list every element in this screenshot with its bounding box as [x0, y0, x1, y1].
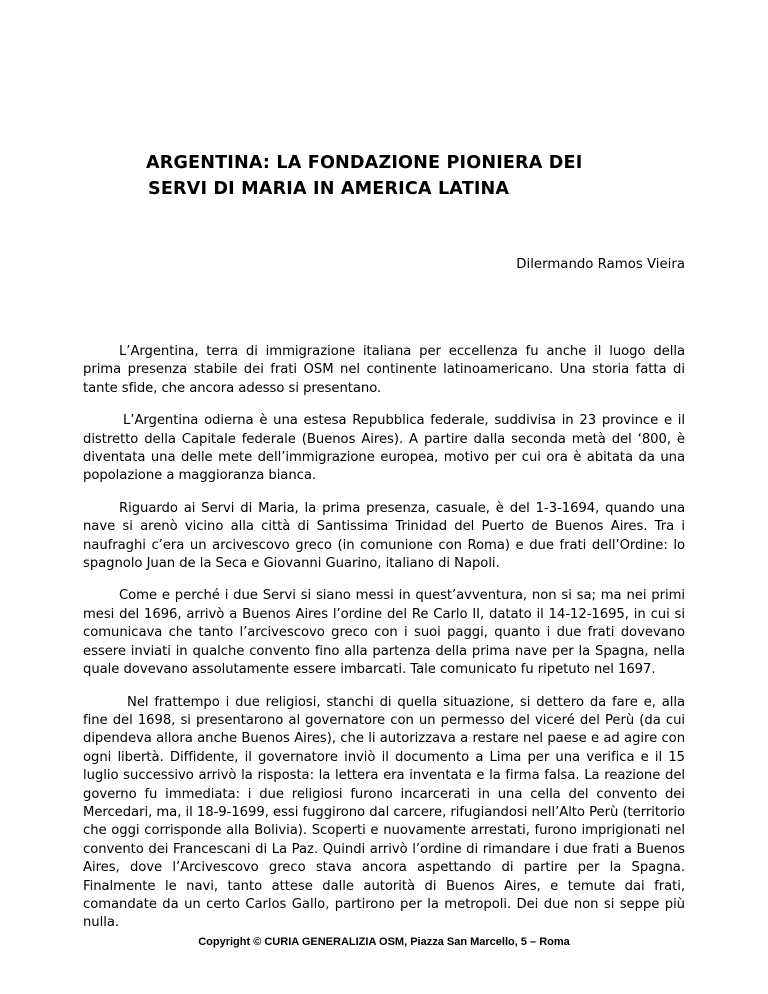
page-title — [146, 150, 706, 202]
paragraph-1: L’Argentina, terra di immigrazione italiana per eccellenza fu anche il luogo della prima presenza stabile dei frati OSM nel continente latinoamericano. Una storia fatta di tante sfide, che ancora adesso si presentano. — [83, 344, 685, 396]
paragraph-3: Riguardo ai Servi di Maria, la prima presenza, casuale, è del 1-3-1694, quando una nave si arenò vicino alla città di Santissima Trinidad del Puerto de Buenos Aires. Tra i naufraghi c’era un arcivescovo greco (in comunione con Roma) e due frati dell’Ordine: lo spagnolo Juan de la Seca e Giovanni Guarino, italiano di Napoli. — [83, 500, 685, 572]
article-body — [83, 343, 685, 947]
title-line-2: SERVI DI MARIA IN AMERICA LATINA — [148, 179, 510, 199]
paragraph-4: Come e perché i due Servi si siano messi in quest’avventura, non si sa; ma nei primi mesi del 1696, arrivò a Buenos Aires l’ordine del Re Carlo II, datato il 14-12-1695, in cui si comunicava che tanto l’arcivescovo greco con i suoi paggi, quanto i due frati dovevano essere inviati in qualche convento fino alla partenza della prima nave per la Spagna, nella quale dovevano assolutamente essere imbarcati. Tale comunicato fu ripetuto nel 1697. — [83, 588, 685, 678]
copyright-footer: Copyright © CURIA GENERALIZIA OSM, Piazza San Marcello, 5 – Roma — [198, 936, 570, 948]
paragraph-5: Nel frattempo i due religiosi, stanchi di quella situazione, si dettero da fare e, alla fine del 1698, si presentarono al governatore con un permesso del viceré del Perù (da cui dipendeva allora anche Buenos Aires), che li autorizzava a restare nel paese e ad agire con ogni libertà. Diffidente, il governatore inviò il documento a Lima per una verifica e il 15 luglio successivo arrivò la risposta: la lettera era inventata e la firma falsa. La reazione del governo fu immediata: i due religiosi furono incarcerati in una cella del convento dei Mercedari, ma, il 18-9-1699, essi fuggirono dal carcere, rifugiandosi nell’Alto Perù (territorio che oggi corrisponde alla Bolivia). Scoperti e nuovamente arrestati, furono imprigionati nel convento dei Francescani di La Paz. Quindi arrivò l’ordine di rimandare i due frati a Buenos Aires, dove l’Arcivescovo greco stava ancora aspettando di partire per la Spagna. Finalmente le navi, tanto attese dalle autorità di Buenos Aires, e temute dai frati, comandate da un certo Carlos Gallo, partirono per la metropoli. Dei due non si seppe più nulla. — [83, 694, 685, 931]
paragraph-2: L’Argentina odierna è una estesa Repubblica federale, suddivisa in 23 province e il distretto della Capitale federale (Buenos Aires). A partire dalla seconda metà del ‘800, è diventata una delle mete dell’immigrazione europea, motivo per cui ora è abitata da una popolazione a maggioranza bianca. — [83, 413, 685, 484]
title-line-1: ARGENTINA: LA FONDAZIONE PIONIERA DEI — [146, 153, 583, 173]
author-name: Dilermando Ramos Vieira — [516, 257, 685, 272]
